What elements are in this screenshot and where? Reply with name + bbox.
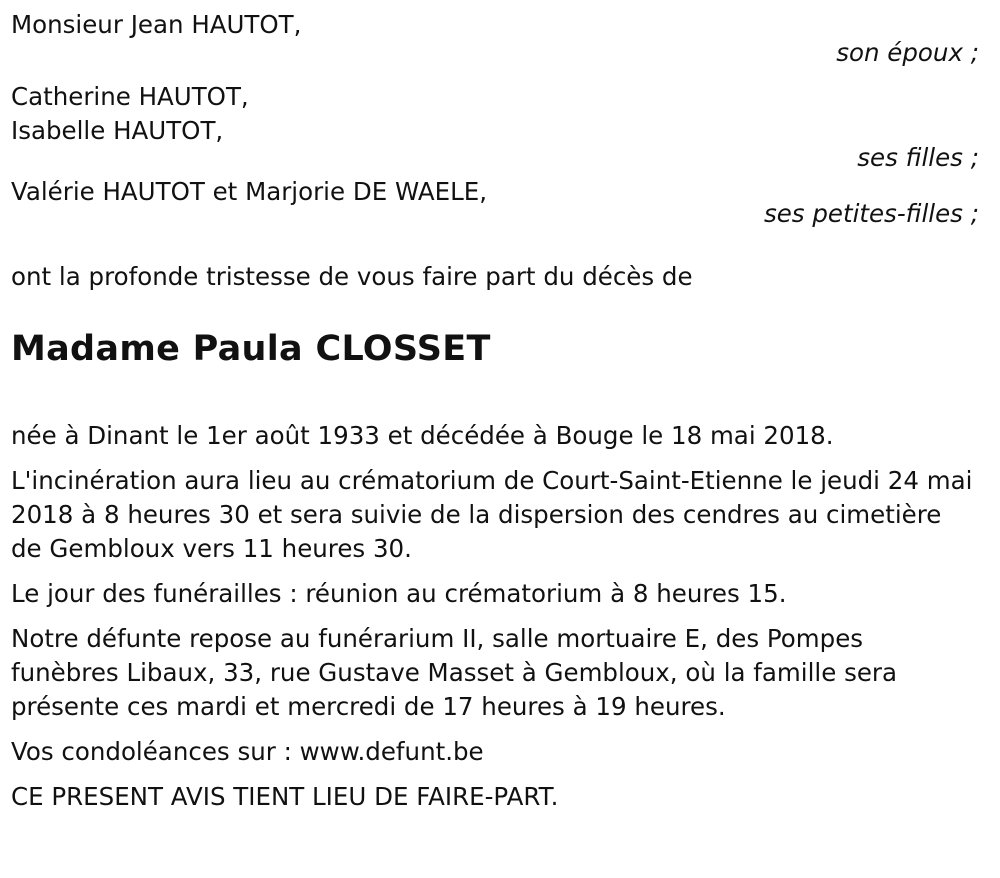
daughter-name-1: Catherine HAUTOT, xyxy=(11,82,249,111)
deceased-name: Madame Paula CLOSSET xyxy=(11,329,491,369)
repose-paragraph: Notre défunte repose au funérarium II, salle mortuaire E, des Pompes funèbres Libaux, 33, rue Gustave Masset à Gembloux, où la famille sera présente ces mardi et mercredi de 17 heures à 19 heures. xyxy=(11,624,898,721)
daughter-name-2: Isabelle HAUTOT, xyxy=(11,116,224,145)
obituary-notice xyxy=(11,8,986,814)
husband-relation: son époux ; xyxy=(836,38,979,67)
daughters-section xyxy=(11,80,986,175)
granddaughters-section xyxy=(11,175,986,231)
husband-name: Monsieur Jean HAUTOT, xyxy=(11,10,302,39)
husband-section xyxy=(11,8,986,70)
birth-death-paragraph: née à Dinant le 1er août 1933 et décédée à Bouge le 18 mai 2018. xyxy=(11,421,834,450)
cremation-paragraph: L'incinération aura lieu au crématorium de Court-Saint-Etienne le jeudi 24 mai 2018 à 8 heures 30 et sera suivie de la dispersion des cendres au cimetière de Gembloux vers 11 heures 30. xyxy=(11,466,973,563)
notice-paragraph: CE PRESENT AVIS TIENT LIEU DE FAIRE-PART. xyxy=(11,782,559,811)
granddaughters-names: Valérie HAUTOT et Marjorie DE WAELE, xyxy=(11,177,488,206)
death-announcement: ont la profonde tristesse de vous faire part du décès de xyxy=(11,262,693,291)
granddaughters-relation: ses petites-filles ; xyxy=(763,199,979,228)
daughters-relation: ses filles ; xyxy=(857,143,979,172)
funeral-details xyxy=(11,419,986,814)
condolences-paragraph: Vos condoléances sur : www.defunt.be xyxy=(11,737,484,766)
meeting-paragraph: Le jour des funérailles : réunion au crématorium à 8 heures 15. xyxy=(11,579,787,608)
